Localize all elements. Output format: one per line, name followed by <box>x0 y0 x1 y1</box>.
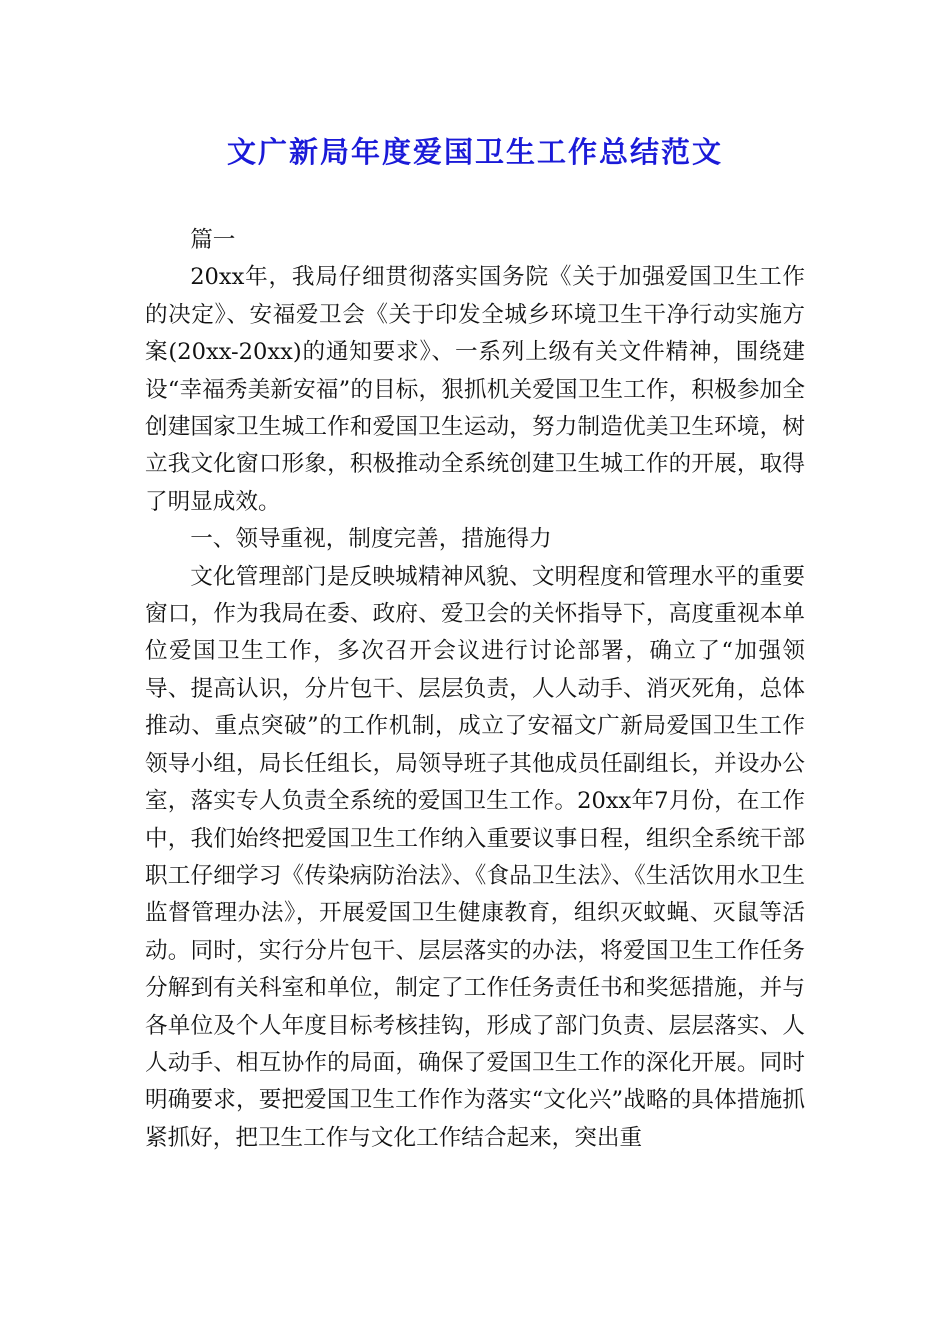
paragraph-leadership: 文化管理部门是反映城精神风貌、文明程度和管理水平的重要窗口，作为我局在委、政府、爱卫会的关怀指导下，高度重视本单位爱国卫生工作，多次召开会议进行讨论部署，确立了“加强领导、提高认识，分片包干、层层负责，人人动手、消灭死角，总体推动、重点突破”的工作机制，成立了安福文广新局爱国卫生工作领导小组，局长任组长，局领导班子其他成员任副组长，并设办公室，落实专人负责全系统的爱国卫生工作。20xx年7月份，在工作中，我们始终把爱国卫生工作纳入重要议事日程，组织全系统干部职工仔细学习《传染病防治法》、《食品卫生法》、《生活饮用水卫生监督管理办法》，开展爱国卫生健康教育，组织灭蚊蝇、灭鼠等活动。同时，实行分片包干、层层落实的办法，将爱国卫生工作任务分解到有关科室和单位，制定了工作任务责任书和奖惩措施，并与各单位及个人年度目标考核挂钩，形成了部门负责、层层落实、人人动手、相互协作的局面，确保了爱国卫生工作的深化开展。同时明确要求，要把爱国卫生工作作为落实“文化兴”战略的具体措施抓紧抓好，把卫生工作与文化工作结合起来，突出重 <box>145 563 805 1151</box>
paragraph-intro: 20xx年，我局仔细贯彻落实国务院《关于加强爱国卫生工作的决定》、安福爱卫会《关于印发全城乡环境卫生干净行动实施方案(20xx-20xx)的通知要求》、一系列上级有关文件精神，围绕建设“幸福秀美新安福”的目标，狠抓机关爱国卫生工作，积极参加全创建国家卫生城工作和爱国卫生运动，努力制造优美卫生环境，树立我文化窗口形象，积极推动全系统创建卫生城工作的开展，取得了明显成效。 <box>145 264 805 515</box>
section-heading-part-one: 篇一 <box>190 227 236 253</box>
document-body <box>145 222 805 1157</box>
document-title: 文广新局年度爱国卫生工作总结范文 <box>226 135 723 169</box>
section-heading-leadership: 一、领导重视，制度完善，措施得力 <box>190 526 552 553</box>
